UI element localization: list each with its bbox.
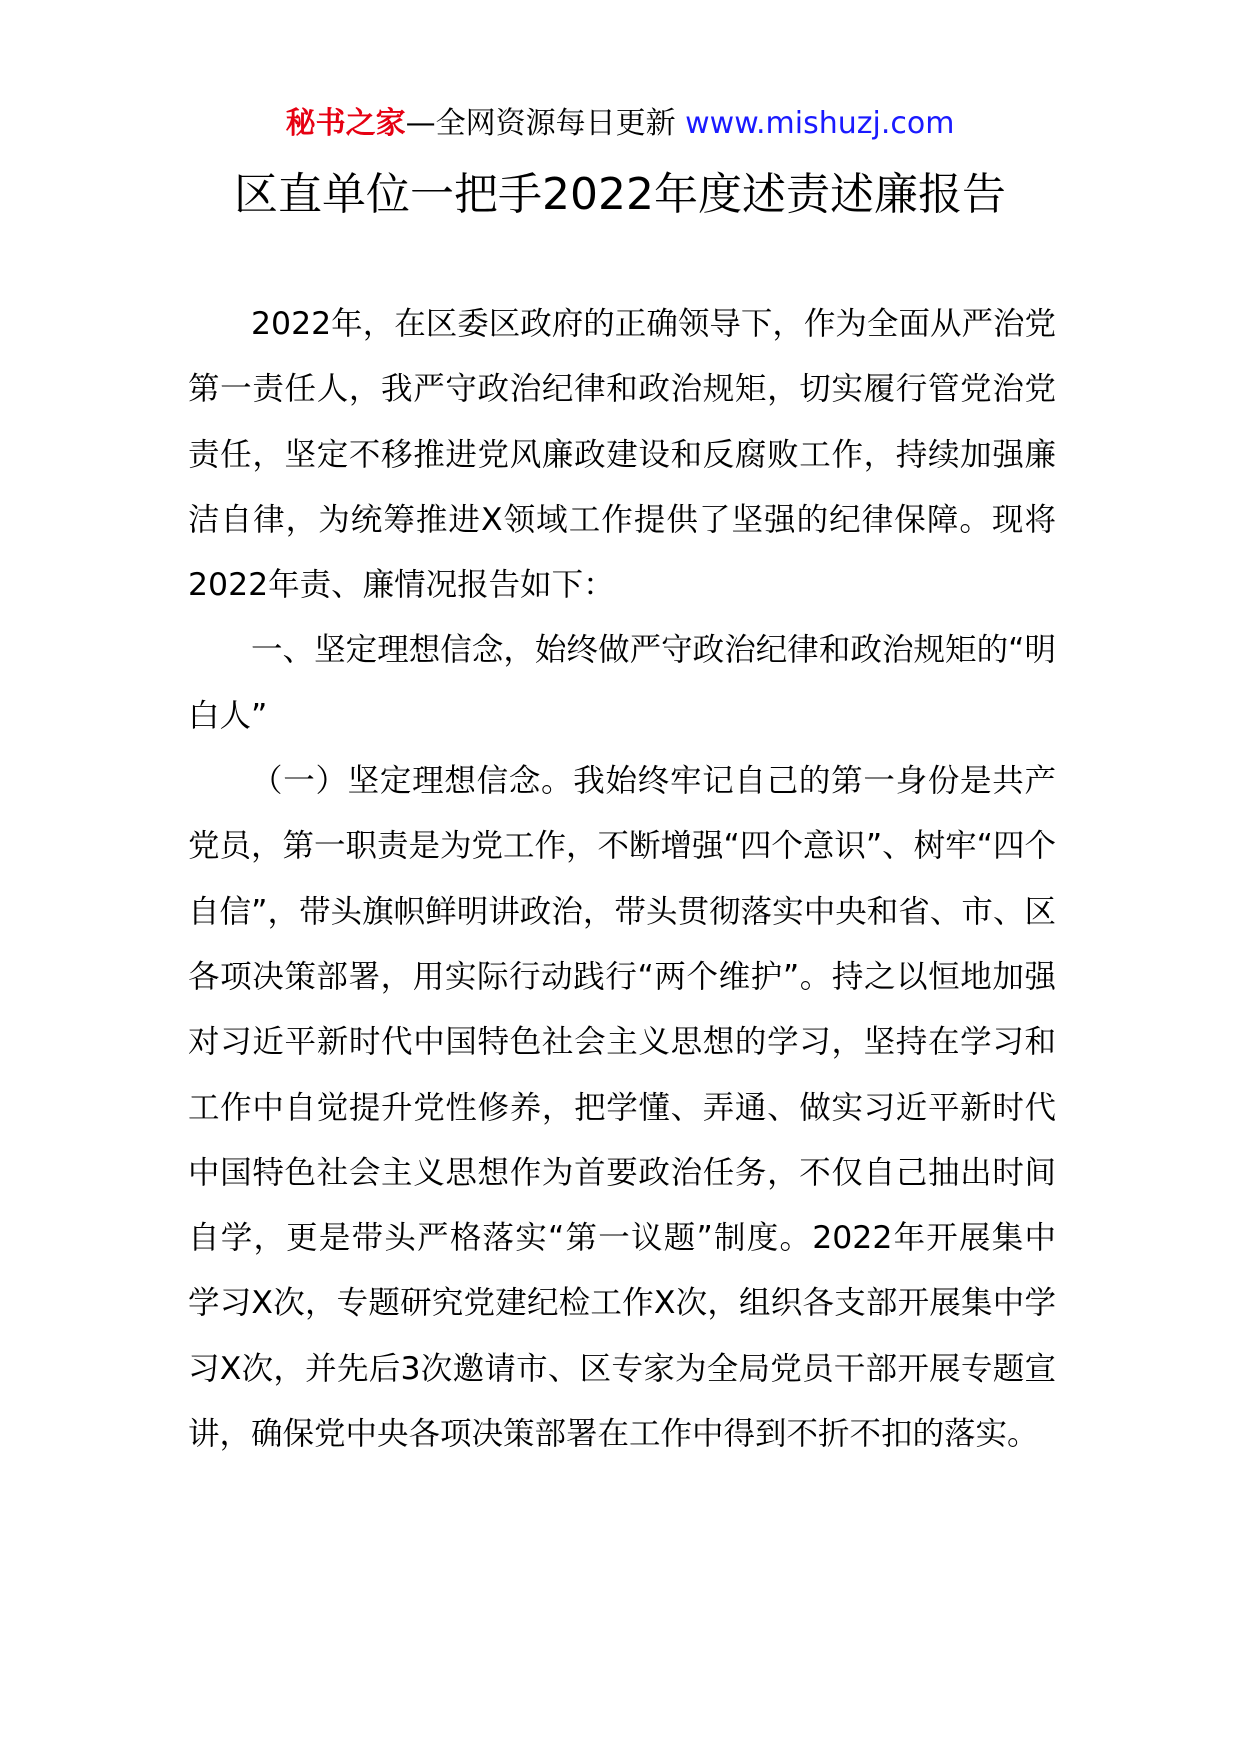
brand-name: 秘书之家	[285, 106, 406, 141]
document-body	[188, 292, 1056, 1467]
intro-paragraph: 2022年，在区委区政府的正确领导下，作为全面从严治党第一责任人，我严守政治纪律和政治规矩，切实履行管党治党责任，坚定不移推进党风廉政建设和反腐败工作，持续加强廉洁自律，为统筹推进X领域工作提供了坚强的纪律保障。现将2022年责、廉情况报告如下：	[188, 306, 1056, 604]
site-header	[0, 104, 1240, 144]
section-heading: 一、坚定理想信念，始终做严守政治纪律和政治规矩的“明白人”	[188, 632, 1056, 734]
header-tagline: —全网资源每日更新	[405, 106, 686, 141]
site-url-link[interactable]: www.mishuzj.com	[685, 106, 955, 141]
document-title: 区直单位一把手2022年度述责述廉报告	[234, 169, 1006, 220]
subsection-paragraph: （一）坚定理想信念。我始终牢记自己的第一身份是共产党员，第一职责是为党工作，不断增强“四个意识”、树牢“四个自信”，带头旗帜鲜明讲政治，带头贯彻落实中央和省、市、区各项决策部署，用实际行动践行“两个维护”。持之以恒地加强对习近平新时代中国特色社会主义思想的学习，坚持在学习和工作中自觉提升党性修养，把学懂、弄通、做实习近平新时代中国特色社会主义思想作为首要政治任务，不仅自己抽出时间自学，更是带头严格落实“第一议题”制度。2022年开展集中学习X次，专题研究党建纪检工作X次，组织各支部开展集中学习X次，并先后3次邀请市、区专家为全局党员干部开展专题宣讲，确保党中央各项决策部署在工作中得到不折不扣的落实。	[188, 763, 1056, 1453]
